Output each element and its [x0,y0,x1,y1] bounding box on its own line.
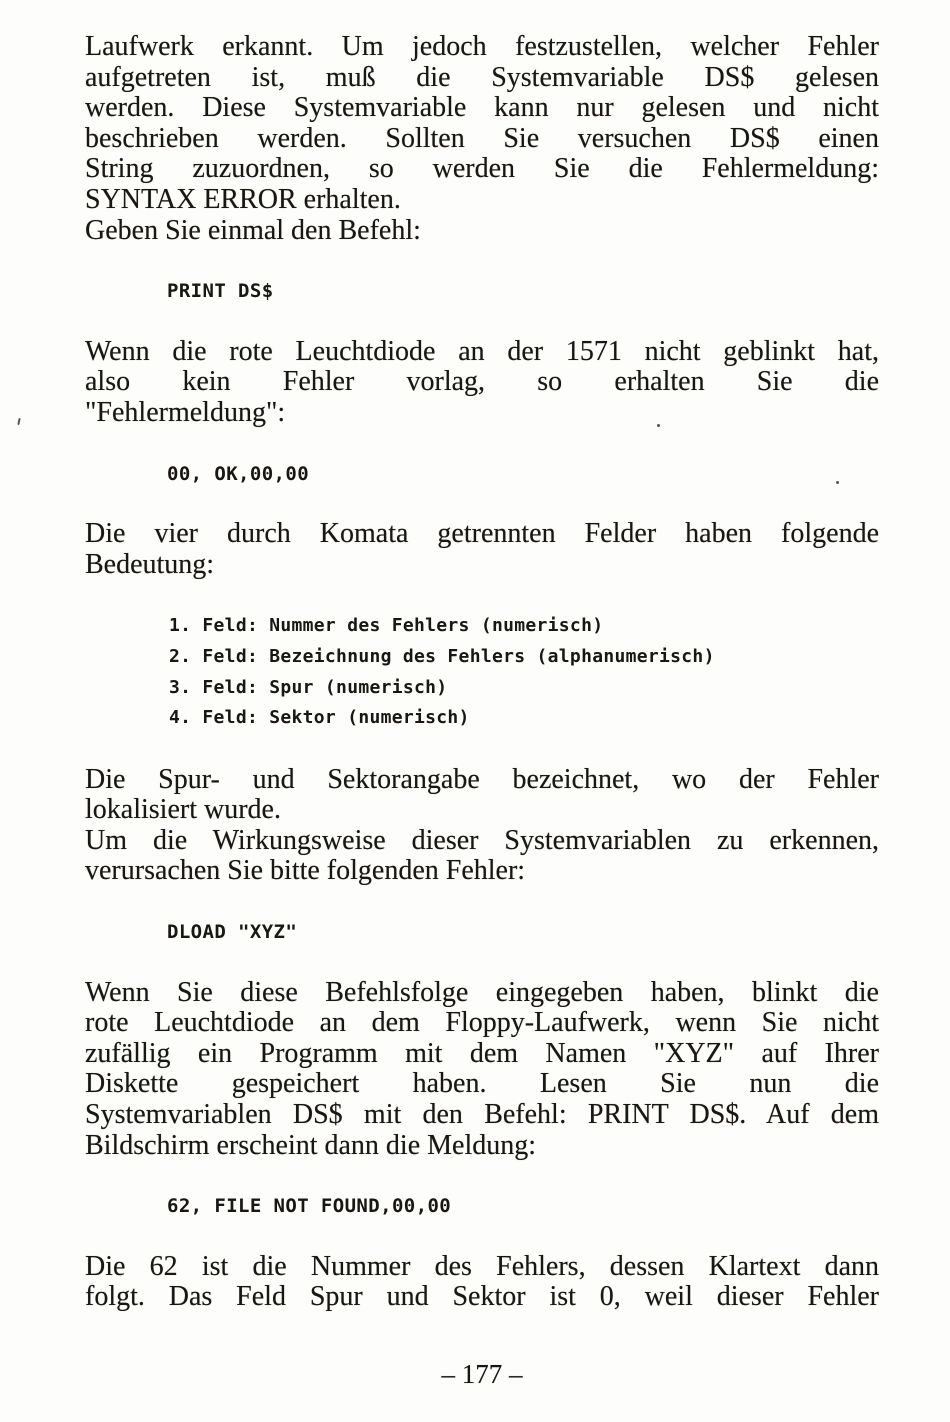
text-line: Wenn die rote Leuchtdiode an der 1571 nicht geblinkt hat, [85,335,879,367]
paragraph-spur-sektor [85,765,879,826]
text-line: aufgetreten ist, muß die Systemvariable DS$ gelesen [85,61,879,93]
text-line: SYNTAX ERROR erhalten. [85,183,401,215]
field-list-item-2: 2. Feld: Bezeichnung des Fehlers (alphanumerisch) [169,645,715,667]
text-line: "Fehlermeldung": [85,396,286,428]
field-list [169,611,879,733]
text-line: Die Spur- und Sektorangabe bezeichnet, wo der Fehler [85,763,879,795]
text-line: Laufwerk erkannt. Um jedoch festzustellen, welcher Fehler [85,31,879,62]
text-line: Bildschirm erscheint dann die Meldung: [85,1129,537,1161]
text-line: Diskette gespeichert haben. Lesen Sie nun die [85,1068,879,1100]
field-list-item-3: 3. Feld: Spur (numerisch) [169,676,448,698]
field-list-item-4: 4. Feld: Sektor (numerisch) [169,707,470,729]
code-print-ds: PRINT DS$ [167,280,274,303]
scan-artifact [836,481,839,484]
text-line: beschrieben werden. Sollten Sie versuchen DS$ einen [85,122,879,154]
text-line: Die vier durch Komata getrennten Felder haben folgende [85,518,879,550]
text-line: zufällig ein Programm mit dem Namen "XYZ" auf Ihrer [85,1037,879,1069]
text-line: werden. Diese Systemvariable kann nur gelesen und nicht [85,92,879,124]
code-file-not-found: 62, FILE NOT FOUND,00,00 [167,1195,452,1218]
text-line: Systemvariablen DS$ mit den Befehl: PRINT DS$. Auf dem [85,1099,879,1131]
code-ok-meldung: 00, OK,00,00 [167,462,310,485]
scan-artifact [657,424,660,427]
text-line: also kein Fehler vorlag, so erhalten Sie die [85,366,879,398]
field-list-item-1: 1. Feld: Nummer des Fehlers (numerisch) [169,615,604,637]
paragraph-die-62 [85,1252,879,1313]
text-line: verursachen Sie bitte folgenden Fehler: [85,855,526,887]
page-number: – 177 – [441,1359,523,1389]
code-dload-xyz: DLOAD "XYZ" [167,921,298,944]
text-line: lokalisiert wurde. [85,794,281,826]
text-line: Wenn Sie diese Befehlsfolge eingegeben haben, blinkt die [85,976,879,1008]
text-line: folgt. Das Feld Spur und Sektor ist 0, weil dieser Fehler [85,1281,879,1313]
text-line: rote Leuchtdiode an dem Floppy-Laufwerk, wenn Sie nicht [85,1007,879,1039]
text-line: Bedeutung: [85,548,215,580]
text-line: Geben Sie einmal den Befehl: [85,214,421,246]
paragraph-geben-befehl [85,216,879,247]
text-line: Um die Wirkungsweise dieser Systemvariablen zu erkennen, [85,824,879,856]
paragraph-wenn-rote-leuchtdiode [85,337,879,429]
text-line: Die 62 ist die Nummer des Fehlers, dessen Klartext dann [85,1250,879,1282]
paragraph-wirkungsweise [85,826,879,887]
paragraph-befehlsfolge [85,978,879,1162]
paragraph-laufwerk-erkannt [85,32,879,216]
text-line: String zuzuordnen, so werden Sie die Fehlermeldung: [85,153,879,185]
paragraph-vier-felder [85,519,879,580]
